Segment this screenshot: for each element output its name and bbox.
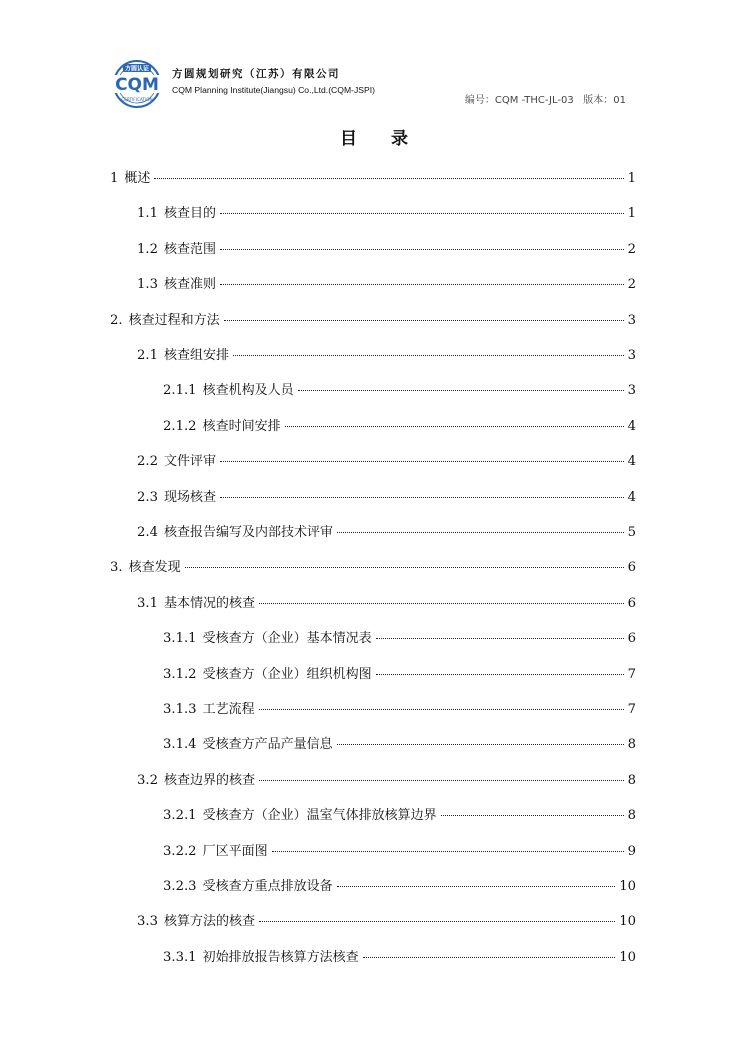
toc-entry-text: 核查准则 bbox=[163, 277, 216, 293]
toc-entry[interactable] bbox=[163, 807, 636, 825]
toc-entry-number: 3.2.1 bbox=[163, 808, 197, 824]
toc-leader-dots bbox=[363, 957, 616, 958]
toc-entry-text: 核查过程和方法 bbox=[128, 312, 220, 328]
toc-entry-number: 3.2 bbox=[137, 772, 158, 788]
toc-entry[interactable] bbox=[137, 276, 636, 294]
toc-leader-dots bbox=[441, 815, 624, 816]
toc-entry-text: 核查机构及人员 bbox=[202, 383, 294, 399]
toc-page-number: 6 bbox=[627, 595, 636, 611]
toc-entry-number: 2.4 bbox=[137, 525, 158, 540]
toc-entry[interactable] bbox=[163, 382, 636, 400]
toc-page-number: 9 bbox=[627, 843, 636, 859]
toc-entry[interactable] bbox=[137, 489, 636, 507]
toc-entry[interactable] bbox=[137, 241, 636, 259]
logo-text-main: CQM bbox=[115, 75, 159, 95]
company-name-cn: 方圆规划研究（江苏）有限公司 bbox=[172, 68, 340, 80]
toc-entry-label bbox=[137, 524, 333, 542]
toc-title: 目 录 bbox=[340, 129, 422, 149]
toc-leader-dots bbox=[220, 213, 624, 214]
toc-entry-label bbox=[137, 913, 255, 931]
toc-leader-dots bbox=[154, 178, 623, 179]
toc-entry[interactable] bbox=[163, 418, 636, 436]
toc-leader-dots bbox=[233, 355, 624, 356]
toc-page-number: 7 bbox=[627, 702, 636, 717]
toc-entry-number: 3.1.1 bbox=[163, 631, 197, 647]
toc-entry-text: 核查时间安排 bbox=[202, 418, 281, 434]
toc-entry-text: 文件评审 bbox=[163, 454, 216, 470]
toc-entry-label bbox=[163, 382, 294, 400]
toc-leader-dots bbox=[298, 390, 624, 391]
toc-page-number: 3 bbox=[627, 312, 636, 328]
toc-entry-label bbox=[137, 772, 255, 790]
document-number: 编号：CQM -THC-JL-03 bbox=[464, 95, 574, 106]
toc-leader-dots bbox=[185, 567, 624, 568]
toc-entry[interactable] bbox=[110, 312, 636, 330]
toc-entry-label bbox=[137, 595, 255, 613]
toc-entry-text: 核查范围 bbox=[163, 241, 216, 257]
toc-entry[interactable] bbox=[137, 595, 636, 613]
toc-entry-text: 基本情况的核查 bbox=[163, 595, 255, 611]
toc-leader-dots bbox=[376, 674, 624, 675]
toc-entry-number: 3.3 bbox=[137, 914, 158, 930]
toc-entry-label bbox=[137, 241, 216, 259]
toc-entry-label bbox=[163, 736, 333, 754]
toc-leader-dots bbox=[220, 249, 624, 250]
toc-leader-dots bbox=[337, 886, 616, 887]
toc-entry-label bbox=[137, 205, 216, 223]
toc-leader-dots bbox=[220, 497, 624, 498]
toc-entry-label bbox=[163, 807, 437, 825]
toc-entry-label bbox=[110, 312, 220, 330]
toc-entry[interactable] bbox=[163, 630, 636, 648]
toc-page-number: 3 bbox=[627, 383, 636, 399]
toc-entry-number: 3.1.3 bbox=[163, 702, 197, 717]
toc-entry[interactable] bbox=[163, 701, 636, 719]
toc-entry-label bbox=[163, 949, 359, 967]
toc-page-number: 8 bbox=[627, 737, 636, 753]
toc-leader-dots bbox=[337, 744, 624, 745]
toc-entry-number: 1.1 bbox=[137, 206, 158, 222]
toc-leader-dots bbox=[259, 709, 624, 710]
toc-entry-label bbox=[163, 418, 281, 436]
toc-entry[interactable] bbox=[163, 666, 636, 684]
toc-entry-number: 1 bbox=[110, 171, 119, 186]
toc-page-number: 3 bbox=[627, 348, 636, 363]
toc-entry-text: 工艺流程 bbox=[202, 702, 255, 717]
toc-page-number: 6 bbox=[627, 560, 636, 576]
logo-text-top: 方圆认证 bbox=[124, 65, 150, 73]
toc-entry-label bbox=[163, 843, 268, 861]
toc-entry-label bbox=[163, 878, 333, 896]
version: 版本：01 bbox=[583, 95, 626, 106]
toc-entry[interactable] bbox=[163, 949, 636, 967]
toc-entry-label bbox=[137, 347, 229, 365]
company-name-en: CQM Planning Institute(Jiangsu) Co.,Ltd.(CQM-JSPI) bbox=[172, 85, 375, 95]
toc-entry-number: 3.1.4 bbox=[163, 737, 197, 753]
toc-entry-number: 3.1.2 bbox=[163, 666, 197, 682]
toc-entry-number: 2.3 bbox=[137, 489, 158, 505]
toc-leader-dots bbox=[220, 461, 624, 462]
toc-entry-number: 3. bbox=[110, 560, 123, 576]
toc-entry-label bbox=[137, 276, 216, 294]
toc-entry-number: 2.1 bbox=[137, 348, 158, 363]
toc-page-number: 4 bbox=[627, 418, 636, 434]
toc-entry-number: 3.2.2 bbox=[163, 843, 197, 859]
toc-entry-text: 核算方法的核查 bbox=[163, 914, 255, 930]
toc-entry-number: 2. bbox=[110, 312, 123, 328]
toc-entry-text: 受核查方（企业）温室气体排放核算边界 bbox=[202, 808, 437, 824]
toc-page-number: 2 bbox=[627, 277, 636, 293]
toc-entry-text: 核查边界的核查 bbox=[163, 772, 255, 788]
toc-page-number: 1 bbox=[627, 206, 636, 222]
toc-leader-dots bbox=[220, 284, 624, 285]
toc-page-number: 2 bbox=[627, 241, 636, 257]
toc-entry-label bbox=[163, 630, 372, 648]
toc-page-number: 10 bbox=[619, 914, 636, 930]
toc-page-number: 6 bbox=[627, 631, 636, 647]
toc-leader-dots bbox=[272, 851, 624, 852]
toc-entry-text: 厂区平面图 bbox=[202, 843, 268, 859]
toc-entry-label bbox=[110, 170, 150, 188]
toc-entry-text: 初始排放报告核算方法核查 bbox=[202, 949, 359, 965]
toc-entry[interactable] bbox=[137, 772, 636, 790]
toc-entry-label bbox=[163, 701, 255, 719]
toc-entry[interactable] bbox=[137, 205, 636, 223]
toc-entry-label bbox=[110, 559, 181, 577]
toc-entry-number: 3.3.1 bbox=[163, 949, 197, 965]
toc-entry-text: 概述 bbox=[124, 171, 151, 186]
toc-entry-number: 3.2.3 bbox=[163, 879, 197, 894]
toc-entry-label bbox=[137, 489, 216, 507]
toc-entry-label bbox=[137, 453, 216, 471]
toc-page-number: 7 bbox=[627, 666, 636, 682]
toc-entry-number: 2.1.2 bbox=[163, 418, 197, 434]
toc-page-number: 8 bbox=[627, 772, 636, 788]
toc-entry-text: 核查组安排 bbox=[163, 348, 229, 363]
toc-leader-dots bbox=[376, 638, 624, 639]
toc-entry-number: 1.3 bbox=[137, 277, 158, 293]
toc-entry[interactable] bbox=[163, 843, 636, 861]
toc-leader-dots bbox=[337, 532, 624, 533]
toc-page-number: 4 bbox=[627, 489, 636, 505]
toc-page-number: 10 bbox=[619, 949, 636, 965]
toc-entry-number: 2.1.1 bbox=[163, 383, 197, 399]
toc-entry-text: 现场核查 bbox=[163, 489, 216, 505]
toc-page-number: 10 bbox=[619, 879, 636, 894]
toc-entry-text: 受核查方产品产量信息 bbox=[202, 737, 333, 753]
toc-leader-dots bbox=[285, 426, 624, 427]
toc-entry[interactable] bbox=[110, 559, 636, 577]
toc-entry[interactable] bbox=[110, 170, 636, 188]
toc-leader-dots bbox=[224, 320, 624, 321]
toc-entry[interactable] bbox=[137, 347, 636, 365]
toc-page-number: 8 bbox=[627, 808, 636, 824]
toc-page-number: 4 bbox=[627, 454, 636, 470]
toc-entry[interactable] bbox=[137, 524, 636, 542]
toc-entry-text: 受核查方（企业）组织机构图 bbox=[202, 666, 372, 682]
toc-entry-text: 核查发现 bbox=[128, 560, 181, 576]
toc-entry-label bbox=[163, 666, 372, 684]
toc-leader-dots bbox=[259, 603, 624, 604]
toc-entry[interactable] bbox=[163, 736, 636, 754]
logo-text-bottom: CERTIFICATION bbox=[121, 97, 153, 102]
toc-leader-dots bbox=[259, 921, 615, 922]
toc-entry-text: 受核查方（企业）基本情况表 bbox=[202, 631, 372, 647]
toc-leader-dots bbox=[259, 780, 624, 781]
toc-entry-text: 受核查方重点排放设备 bbox=[202, 879, 333, 894]
toc-entry-number: 3.1 bbox=[137, 595, 158, 611]
toc-entry-number: 2.2 bbox=[137, 454, 158, 470]
toc-page-number: 1 bbox=[627, 171, 636, 186]
toc-entry[interactable] bbox=[137, 453, 636, 471]
toc-entry[interactable] bbox=[163, 878, 636, 896]
toc-entry-text: 核查目的 bbox=[163, 206, 216, 222]
toc-entry[interactable] bbox=[137, 913, 636, 931]
toc-entry-text: 核查报告编写及内部技术评审 bbox=[163, 525, 333, 540]
toc-page-number: 5 bbox=[627, 525, 636, 540]
toc-entry-number: 1.2 bbox=[137, 241, 158, 257]
